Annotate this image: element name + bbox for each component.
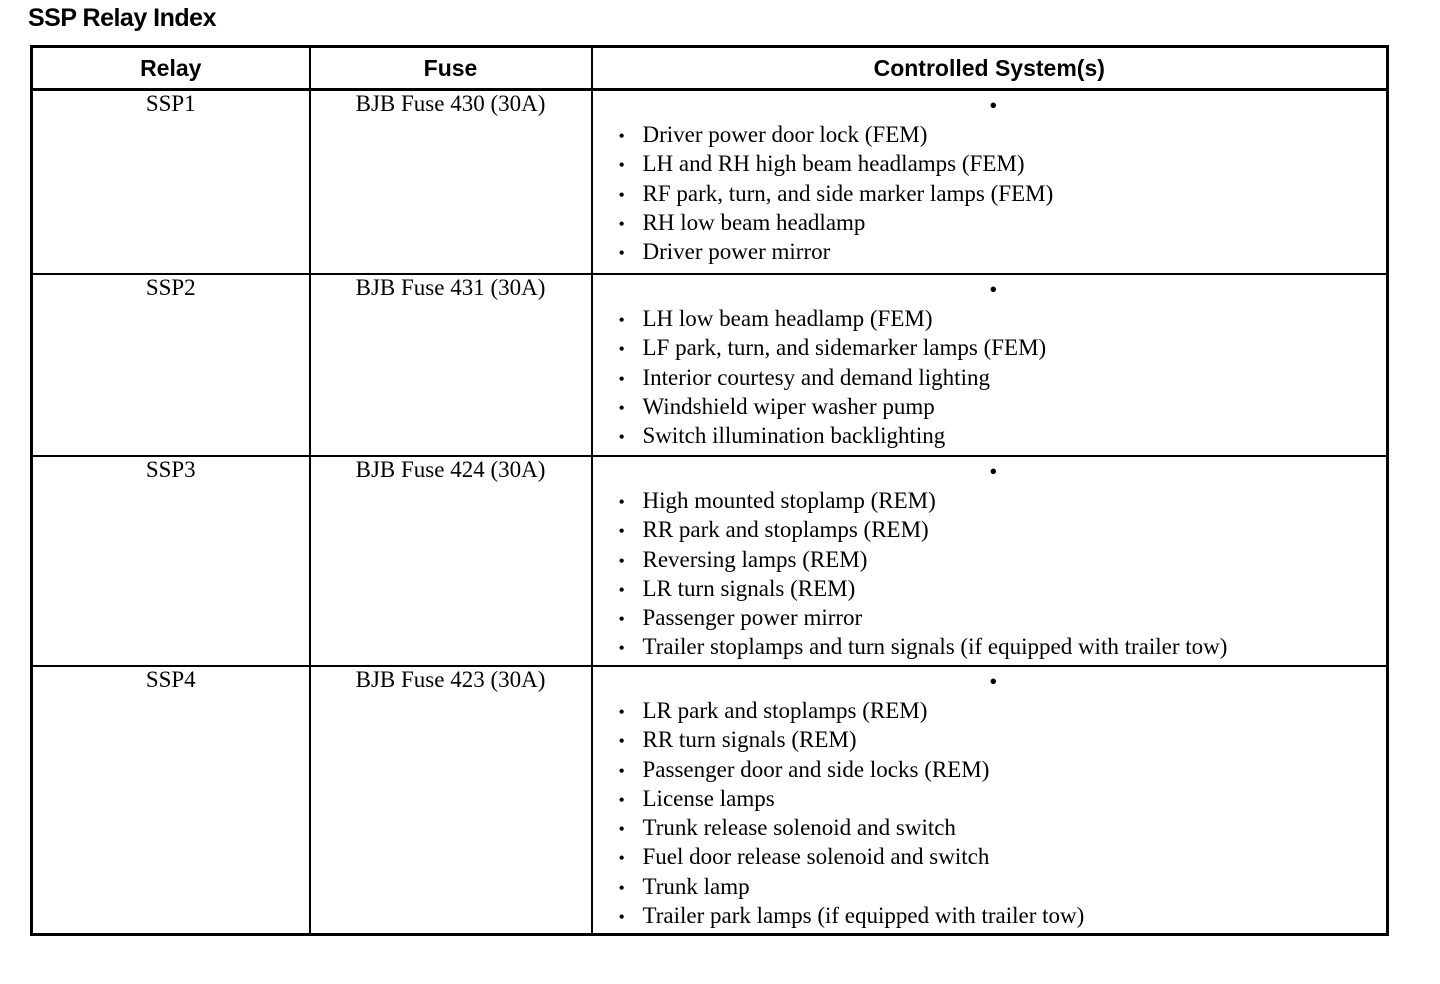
list-item [619, 179, 1387, 208]
list-item [619, 237, 1387, 266]
bullet-icon: • [989, 93, 998, 118]
systems-cell [592, 666, 1388, 935]
bullet-icon: • [618, 789, 625, 810]
header-fuse: Fuse [310, 47, 592, 90]
system-label: Trailer stoplamps and turn signals (if equipped with trailer tow) [642, 634, 1228, 660]
bullet-icon: • [618, 310, 625, 330]
bullet-icon: • [618, 521, 625, 542]
bullet-icon: • [989, 277, 998, 302]
bullet-icon: • [989, 669, 998, 694]
bullet-icon: • [618, 877, 625, 898]
system-label: Windshield wiper washer pump [642, 393, 935, 419]
system-label: Trunk lamp [642, 873, 750, 899]
list-item [619, 603, 1387, 632]
systems-cell [592, 274, 1388, 456]
system-label: Interior courtesy and demand lighting [642, 364, 990, 390]
header-controlled-systems: Controlled System(s) [592, 47, 1388, 90]
bullet-icon: • [618, 126, 625, 146]
systems-list [593, 120, 1387, 266]
list-item [619, 842, 1387, 871]
bullet-icon: • [618, 579, 625, 600]
list-item [619, 486, 1387, 515]
systems-list [593, 486, 1387, 662]
bullet-icon: • [618, 492, 625, 512]
bullet-icon: • [618, 155, 625, 176]
system-label: Driver power mirror [642, 239, 831, 265]
bullet-icon: • [618, 427, 625, 448]
fuse-cell: BJB Fuse 423 (30A) [310, 666, 592, 935]
system-label: Switch illumination backlighting [642, 423, 946, 449]
system-label: Passenger door and side locks (REM) [642, 756, 990, 782]
bullet-icon: • [618, 907, 625, 928]
list-item [619, 545, 1387, 574]
list-item [619, 421, 1387, 450]
list-item [619, 208, 1387, 237]
bullet-icon: • [618, 848, 625, 869]
system-label: Fuel door release solenoid and switch [642, 844, 990, 870]
relay-cell: SSP4 [32, 666, 310, 935]
bullet-icon: • [618, 731, 625, 752]
relay-cell: SSP3 [32, 456, 310, 666]
table-header-row [32, 47, 1388, 90]
system-label: Trailer park lamps (if equipped with trailer tow) [642, 903, 1085, 929]
bullet-icon: • [618, 184, 625, 205]
systems-cell [592, 90, 1388, 275]
list-item [619, 901, 1387, 930]
list-item [619, 149, 1387, 178]
bullet-icon: • [618, 550, 625, 571]
system-label: RF park, turn, and side marker lamps (FEM) [642, 180, 1054, 206]
system-label: RR park and stoplamps (REM) [642, 517, 929, 543]
list-item [619, 872, 1387, 901]
table-row [32, 456, 1388, 666]
table-row [32, 90, 1388, 275]
relay-cell: SSP1 [32, 90, 310, 275]
list-item [619, 392, 1387, 421]
system-label: Driver power door lock (FEM) [642, 122, 928, 147]
list-item [619, 725, 1387, 754]
page-title: SSP Relay Index [28, 4, 216, 32]
bullet-icon: • [618, 819, 625, 840]
list-item [619, 574, 1387, 603]
bullet-icon: • [618, 638, 625, 659]
system-label: Trunk release solenoid and switch [642, 815, 956, 841]
fuse-cell: BJB Fuse 431 (30A) [310, 274, 592, 456]
bullet-icon: • [618, 368, 625, 389]
list-item [619, 696, 1387, 725]
system-label: RH low beam headlamp [642, 209, 866, 235]
list-item [619, 632, 1387, 661]
system-label: License lamps [642, 785, 775, 811]
list-item [619, 120, 1387, 149]
relay-cell: SSP2 [32, 274, 310, 456]
bullet-icon: • [618, 339, 625, 360]
list-item [619, 363, 1387, 392]
system-label: LH and RH high beam headlamps (FEM) [642, 151, 1025, 177]
header-relay: Relay [32, 47, 310, 90]
fuse-cell: BJB Fuse 424 (30A) [310, 456, 592, 666]
list-item [619, 333, 1387, 362]
bullet-icon: • [989, 459, 998, 484]
system-label: LF park, turn, and sidemarker lamps (FEM) [642, 335, 1047, 361]
bullet-icon: • [618, 213, 625, 234]
list-item [619, 784, 1387, 813]
table-row [32, 666, 1388, 935]
system-label: LH low beam headlamp (FEM) [642, 306, 933, 331]
list-item [619, 515, 1387, 544]
fuse-cell: BJB Fuse 430 (30A) [310, 90, 592, 275]
systems-list [593, 696, 1387, 930]
system-label: High mounted stoplamp (REM) [642, 488, 936, 513]
system-label: LR park and stoplamps (REM) [642, 698, 928, 723]
system-label: Passenger power mirror [642, 605, 863, 631]
list-item [619, 813, 1387, 842]
system-label: Reversing lamps (REM) [642, 546, 868, 572]
bullet-icon: • [618, 397, 625, 418]
relay-index-table [30, 45, 1389, 936]
table-row [32, 274, 1388, 456]
list-item [619, 755, 1387, 784]
bullet-icon: • [618, 760, 625, 781]
system-label: LR turn signals (REM) [642, 575, 856, 601]
systems-list [593, 304, 1387, 450]
systems-cell [592, 456, 1388, 666]
bullet-icon: • [618, 243, 625, 264]
system-label: RR turn signals (REM) [642, 727, 857, 753]
list-item [619, 304, 1387, 333]
bullet-icon: • [618, 609, 625, 630]
bullet-icon: • [618, 702, 625, 722]
